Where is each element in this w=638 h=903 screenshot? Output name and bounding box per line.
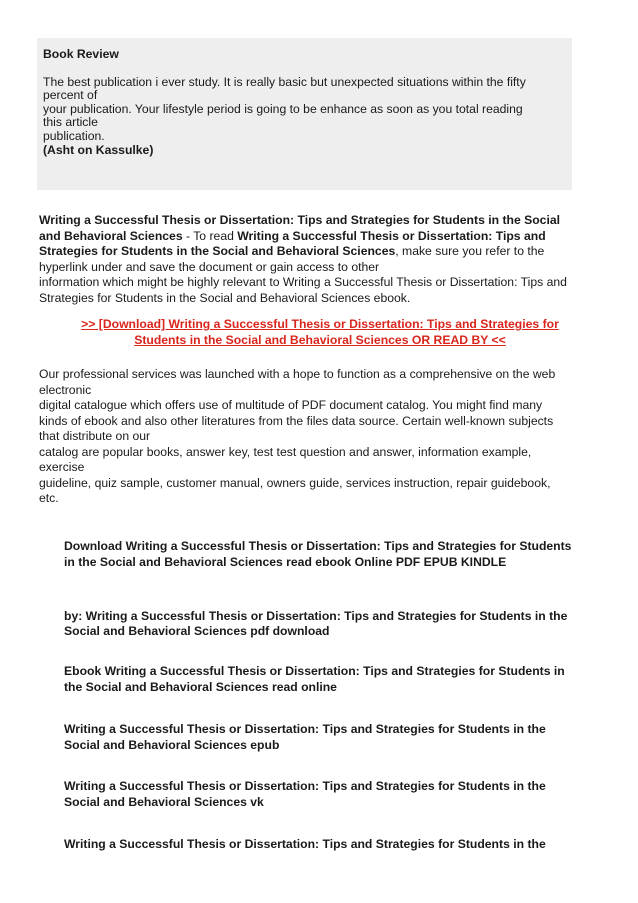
services-line: that distribute on our (39, 429, 151, 443)
intro-text: hyperlink under and save the document or gain access to other (39, 259, 380, 274)
related-link-line: Social and Behavioral Sciences pdf download (64, 624, 330, 639)
review-line: publication. (43, 128, 105, 143)
related-link-line: the Social and Behavioral Sciences read online (64, 679, 337, 694)
intro-paragraph (39, 213, 607, 307)
services-line: catalog are popular books, answer key, test test question and answer, information example, (39, 444, 532, 459)
related-link-line: by: Writing a Successful Thesis or Dissertation: Tips and Strategies for Students in the (64, 608, 568, 623)
related-link-line: Social and Behavioral Sciences vk (64, 795, 264, 810)
review-line: this article (43, 115, 98, 130)
related-links (64, 539, 609, 853)
intro-text: , make sure you refer to the (395, 244, 545, 259)
intro-title-ref: Writing a Successful Thesis or Dissertation: Tips and (237, 228, 546, 243)
services-line: Our professional services was launched with a hope to function as a comprehensive on the web (39, 367, 556, 381)
services-line: etc. (39, 491, 59, 505)
review-line: percent of (43, 88, 98, 103)
services-line: guideline, quiz sample, customer manual, owners guide, services instruction, repair guidebook, (39, 475, 551, 490)
related-link-line: Writing a Successful Thesis or Dissertation: Tips and Strategies for Students in the (64, 836, 546, 851)
services-line: kinds of ebook and also other literatures from the files data source. Certain well-known subjects (39, 413, 554, 428)
related-link-item (64, 609, 609, 641)
related-link-line: Ebook Writing a Successful Thesis or Dissertation: Tips and Strategies for Students in (64, 664, 565, 679)
services-line: exercise (39, 460, 85, 474)
related-link-item (64, 664, 609, 696)
intro-text: - To read (182, 228, 238, 243)
book-review-box (37, 38, 572, 190)
related-link-item (64, 539, 609, 571)
related-link-line: Download Writing a Successful Thesis or Dissertation: Tips and Strategies for Students (64, 539, 572, 553)
review-line: The best publication i ever study. It is really basic but unexpected situations within the fifty (43, 74, 526, 89)
services-line: electronic (39, 382, 92, 397)
review-text (43, 76, 566, 144)
intro-text: Strategies for Students in the Social and Behavioral Sciences ebook. (39, 290, 411, 305)
related-link-line: in the Social and Behavioral Sciences read ebook Online PDF EPUB KINDLE (64, 554, 507, 569)
related-link-line: Writing a Successful Thesis or Dissertation: Tips and Strategies for Students in the (64, 721, 546, 736)
review-line: your publication. Your lifestyle period is going to be enhance as soon as you total reading (43, 101, 523, 116)
download-link-line[interactable]: >> [Download] Writing a Successful Thesis or Dissertation: Tips and Strategies for (81, 317, 559, 331)
related-link-item (64, 779, 609, 811)
services-paragraph (39, 367, 599, 507)
related-link-item (64, 722, 609, 754)
download-link-line[interactable]: Students in the Social and Behavioral Sciences OR READ BY << (134, 332, 506, 347)
services-line: digital catalogue which offers use of multitude of PDF document catalog. You might find many (39, 398, 543, 412)
related-link-line: Social and Behavioral Sciences epub (64, 737, 280, 752)
intro-title-cont: and Behavioral Sciences (39, 228, 183, 243)
review-title: Book Review (43, 47, 119, 61)
review-author: (Asht on Kassulke) (43, 142, 154, 157)
intro-title-ref-cont: Strategies for Students in the Social and Behavioral Sciences (39, 244, 396, 259)
related-link-item (64, 837, 609, 853)
intro-text: information which might be highly relevant to Writing a Successful Thesis or Dissertation: Tips and (39, 275, 567, 290)
intro-title: Writing a Successful Thesis or Dissertation: Tips and Strategies for Students in the Social (39, 213, 561, 227)
download-link[interactable] (55, 317, 585, 348)
related-link-line: Writing a Successful Thesis or Dissertation: Tips and Strategies for Students in the (64, 779, 546, 794)
